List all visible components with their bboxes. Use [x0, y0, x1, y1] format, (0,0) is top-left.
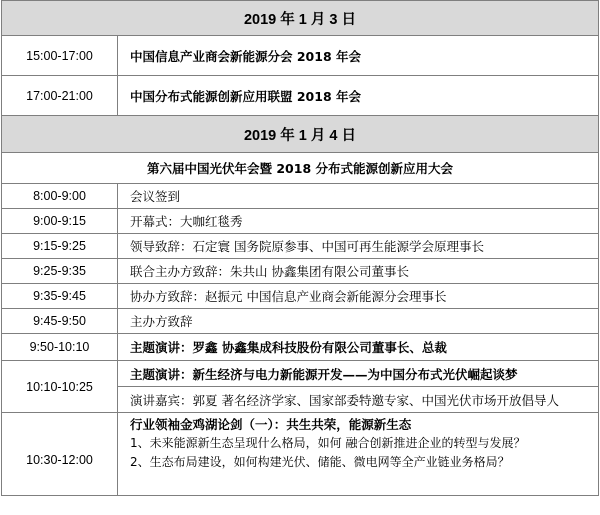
time-cell: 9:25-9:35: [2, 259, 118, 284]
time-cell: 9:35-9:45: [2, 284, 118, 309]
time-cell: 9:50-10:10: [2, 334, 118, 361]
event-cell: 中国分布式能源创新应用联盟 2018 年会: [118, 76, 599, 116]
event-cell: 领导致辞：石定寰 国务院原参事、中国可再生能源学会原理事长: [118, 234, 599, 259]
schedule-row: [2, 76, 599, 116]
schedule-row: [2, 309, 599, 334]
date-header-day1: [2, 1, 599, 36]
schedule-row: [2, 234, 599, 259]
keynote-row: [2, 361, 599, 387]
time-cell: 15:00-17:00: [2, 36, 118, 76]
event-cell: 主办方致辞: [118, 309, 599, 334]
time-cell: 8:00-9:00: [2, 184, 118, 209]
time-cell: 10:10-10:25: [2, 361, 118, 413]
keynote-title: 主题演讲：新生经济与电力新能源开发——为中国分布式光伏崛起谈梦: [118, 361, 599, 387]
forum-question: 2、生态布局建设，如何构建光伏、储能、微电网等全产业链业务格局？: [130, 455, 510, 469]
date-header-day2: [2, 116, 599, 153]
forum-row: [2, 413, 599, 496]
time-cell: 9:15-9:25: [2, 234, 118, 259]
forum-question: 1、未来能源新生态呈现什么格局，如何 融合创新推进企业的转型与发展？: [130, 436, 526, 450]
schedule-row: [2, 284, 599, 309]
schedule-row: [2, 209, 599, 234]
keynote-guest: 演讲嘉宾：郭夏 著名经济学家、国家部委特邀专家、中国光伏市场开放倡导人: [118, 387, 599, 413]
event-cell: 协办方致辞：赵振元 中国信息产业商会新能源分会理事长: [118, 284, 599, 309]
forum-title: 行业领袖金鸡湖论剑（一）：共生共荣，能源新生态: [130, 417, 412, 432]
conference-title: 第六届中国光伏年会暨 2018 分布式能源创新应用大会: [2, 153, 599, 184]
schedule-table: [1, 0, 599, 496]
schedule-row: [2, 36, 599, 76]
time-cell: 9:00-9:15: [2, 209, 118, 234]
schedule-row: [2, 334, 599, 361]
conference-title-row: [2, 153, 599, 184]
schedule-row: [2, 184, 599, 209]
time-cell: 17:00-21:00: [2, 76, 118, 116]
event-cell: 中国信息产业商会新能源分会 2018 年会: [118, 36, 599, 76]
date-label: 2019 年 1 月 3 日: [2, 1, 599, 36]
event-cell: 联合主办方致辞：朱共山 协鑫集团有限公司董事长: [118, 259, 599, 284]
date-label: 2019 年 1 月 4 日: [2, 116, 599, 153]
time-cell: 10:30-12:00: [2, 413, 118, 496]
forum-cell: [118, 413, 599, 496]
event-cell: 会议签到: [118, 184, 599, 209]
schedule-row: [2, 259, 599, 284]
time-cell: 9:45-9:50: [2, 309, 118, 334]
event-cell: 主题演讲：罗鑫 协鑫集成科技股份有限公司董事长、总裁: [118, 334, 599, 361]
event-cell: 开幕式：大咖红毯秀: [118, 209, 599, 234]
